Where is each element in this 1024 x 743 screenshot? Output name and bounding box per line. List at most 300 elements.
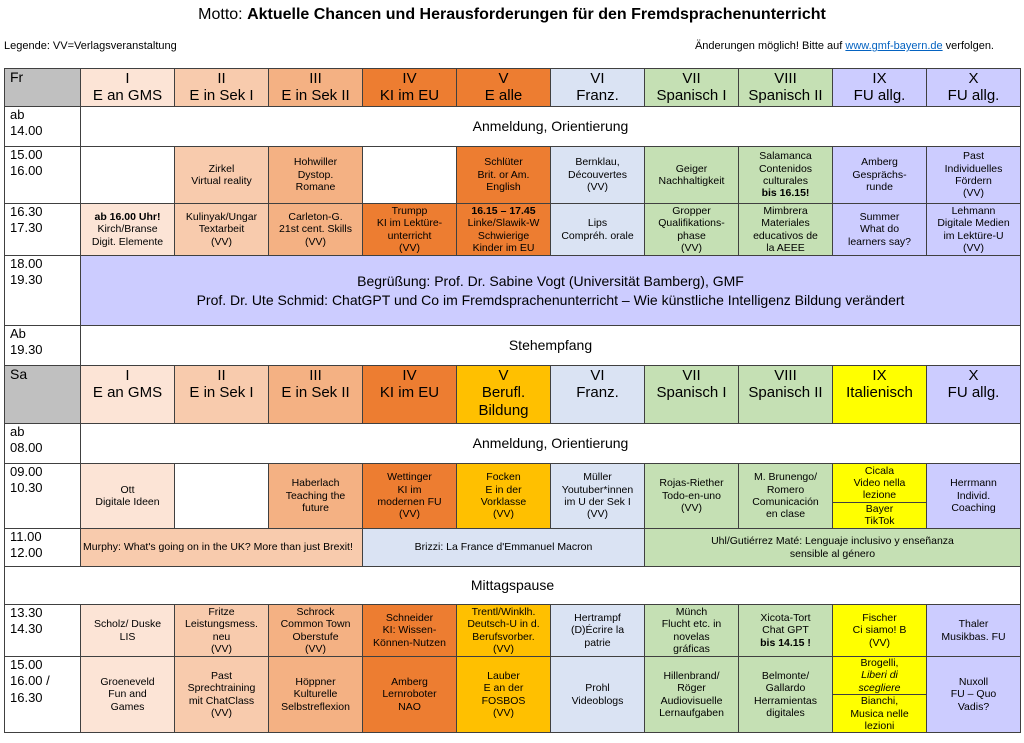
cell-line: TikTok <box>864 515 895 528</box>
session-cell <box>645 147 739 204</box>
cell-line: 13.30 <box>10 605 43 620</box>
cell-line: patrie <box>584 636 611 649</box>
cell-line: Dystop. <box>297 168 334 181</box>
cell-line: Bayer <box>865 502 894 515</box>
cell-line: Amberg <box>861 156 898 169</box>
cell-line: Bildung <box>478 401 529 419</box>
cell-line: LIS <box>119 630 136 643</box>
plenary-row <box>5 326 1021 366</box>
cell-line: (VV) <box>211 707 232 719</box>
cell-line: VIII <box>774 367 797 384</box>
cell-line: 12.00 <box>10 545 43 561</box>
cell-line: Bianchi, <box>860 695 899 708</box>
cell-line: 19.30 <box>10 342 43 358</box>
session-cell <box>739 204 833 256</box>
cell-line: I <box>125 70 130 87</box>
cell-line: Zirkel <box>208 162 235 175</box>
session-cell <box>269 605 363 657</box>
cell-line: ab 16.00 Uhr! <box>94 210 161 223</box>
session-row <box>5 464 1021 529</box>
cell-line: KI im EU <box>379 87 440 105</box>
time-cell <box>5 605 81 657</box>
cell-line: Kulturelle <box>293 688 338 701</box>
session-cell <box>739 464 833 529</box>
cell-line: Cicala <box>864 464 895 477</box>
time-cell <box>5 424 81 464</box>
cell-line: Schrock <box>296 605 335 618</box>
session-cell <box>833 147 927 204</box>
cell-line: Schwierige <box>477 229 530 242</box>
cell-line: (VV) <box>587 508 608 521</box>
cell-line: Fördern <box>955 175 992 187</box>
cell-line: 17.30 <box>10 220 43 236</box>
cell-line: Haberlach <box>291 477 340 490</box>
session-row <box>5 657 1021 733</box>
session-cell <box>833 657 927 733</box>
plenary-row <box>5 256 1021 326</box>
cell-line: Oberstufe <box>292 630 339 643</box>
title-main: Aktuelle Chancen und Herausforderungen für den Fremdsprachenunterricht <box>247 6 826 23</box>
cell-line: Rojas-Riether <box>659 477 724 490</box>
cell-line: future <box>302 502 329 515</box>
cell-line: (VV) <box>493 707 514 719</box>
cell-line: FU allg. <box>947 384 1000 402</box>
cell-line: VII <box>682 70 701 87</box>
cell-line: Individ. <box>956 489 991 502</box>
cell-line: Sprechtraining <box>187 682 256 695</box>
cell-line: Spanisch I <box>656 384 727 402</box>
cell-line: E in der <box>485 483 522 496</box>
cell-line: digitales <box>766 707 805 719</box>
page-title <box>0 6 1024 24</box>
cell-line: Uhl/Gutiérrez Maté: Lenguaje inclusivo y enseñanza <box>711 535 954 548</box>
cell-line: Hohwiller <box>293 156 338 169</box>
session-cell <box>645 464 739 529</box>
cell-line: runde <box>866 181 893 194</box>
track-header <box>927 69 1021 107</box>
cell-line: Schneider <box>385 611 434 624</box>
cell-line: 09.00 <box>10 464 43 479</box>
legend: Legende: VV=Verlagsveranstaltung <box>4 40 177 52</box>
session-cell <box>175 464 269 529</box>
cell-line: unterricht <box>387 229 432 242</box>
cell-line: (VV) <box>681 241 702 254</box>
cell-line: learners say? <box>847 235 912 248</box>
cell-line: (VV) <box>305 235 326 248</box>
cell-line: la AEEE <box>766 241 805 254</box>
website-link[interactable]: www.gmf-bayern.de <box>845 40 943 52</box>
cell-line: Berufsvorber. <box>472 630 535 643</box>
cell-line: Schlüter <box>484 156 523 169</box>
cell-line: Lehmann <box>951 204 996 217</box>
cell-line: Kulinyak/Ungar <box>185 210 258 223</box>
notice-pre: Änderungen möglich! Bitte auf <box>694 40 846 52</box>
session-row <box>5 147 1021 204</box>
cell-line: V <box>498 367 509 384</box>
cell-line: 19.30 <box>10 272 43 288</box>
cell-line: Nuxoll <box>958 676 989 689</box>
cell-line: Coaching <box>951 502 996 515</box>
cell-line: 16.15 – 17.45 <box>471 204 536 217</box>
session-cell <box>645 204 739 256</box>
time-cell <box>5 326 81 366</box>
track-header <box>269 366 363 424</box>
cell-line: modernen FU <box>377 496 442 508</box>
cell-line: VI <box>590 70 605 87</box>
cell-line: Können-Nutzen <box>373 636 446 649</box>
track-header <box>833 69 927 107</box>
cell-line: 16.00 <box>10 163 43 179</box>
cell-line: Italienisch <box>846 384 913 402</box>
day-label: Fr <box>5 69 81 107</box>
plenary-cell: Stehempfang <box>81 326 1021 366</box>
cell-line: Games <box>110 700 145 713</box>
cell-line: Bernklau, <box>575 156 620 169</box>
cell-line: Salamanca <box>759 150 812 163</box>
cell-line: 11.00 <box>10 529 42 544</box>
cell-line: FOSBOS <box>481 694 526 707</box>
cell-line: Xicota-Tort <box>760 611 811 624</box>
session-cell <box>927 464 1021 529</box>
cell-line: Qualifikations- <box>658 217 725 230</box>
cell-line: II <box>217 367 226 384</box>
track-header <box>739 366 833 424</box>
session-cell <box>833 204 927 256</box>
cell-line: Röger <box>677 682 706 695</box>
track-header <box>175 69 269 107</box>
sa-header-row <box>5 366 1021 424</box>
cell-line: English <box>486 181 521 194</box>
session-cell <box>269 204 363 256</box>
cell-line: E in Sek I <box>189 87 254 105</box>
cell-line: (VV) <box>493 508 514 521</box>
session-cell <box>927 657 1021 733</box>
session-cell <box>927 204 1021 256</box>
cell-line: KI im EU <box>379 384 440 402</box>
cell-line: Spanisch I <box>656 87 727 105</box>
cell-line: ab <box>10 424 25 439</box>
session-cell <box>81 464 175 529</box>
session-cell <box>81 147 175 204</box>
session-cell <box>551 204 645 256</box>
cell-line: 16.00 / <box>10 673 50 689</box>
cell-line: Prof. Dr. Ute Schmid: ChatGPT und Co im Fremdsprachenunterricht – Wie künstliche Intelligenz Bildung verändert <box>196 291 905 308</box>
cell-line: (VV) <box>963 187 984 200</box>
track-header <box>81 69 175 107</box>
plenary-cell: Anmeldung, Orientierung <box>81 107 1021 147</box>
cell-line: Gallardo <box>765 682 806 695</box>
cell-line: 14.30 <box>10 621 43 637</box>
cell-line: (VV) <box>587 181 608 194</box>
cell-line: 14.00 <box>10 123 43 139</box>
cell-line: 21st cent. Skills <box>279 223 352 236</box>
cell-line: KI im Lektüre- <box>376 217 443 230</box>
session-top <box>833 657 926 694</box>
cell-line: Groeneveld <box>100 676 155 689</box>
session-cell <box>363 605 457 657</box>
cell-line: Audiovisuelle <box>660 694 723 707</box>
cell-line: culturales <box>763 175 808 187</box>
title-prefix: Motto: <box>198 6 248 23</box>
cell-line: VI <box>590 367 605 384</box>
track-header <box>363 69 457 107</box>
session-cell <box>457 605 551 657</box>
session-cell <box>645 605 739 657</box>
cell-line: Münch <box>675 605 708 618</box>
cell-line: NAO <box>398 700 421 713</box>
session-cell <box>833 605 927 657</box>
plenary-row <box>5 567 1021 605</box>
session-cell <box>457 657 551 733</box>
session-cell <box>457 147 551 204</box>
cell-line: (VV) <box>305 642 326 655</box>
session-cell <box>927 147 1021 204</box>
cell-line: (VV) <box>211 235 232 248</box>
session-cell <box>363 657 457 733</box>
session-cell <box>551 464 645 529</box>
day-label: Sa <box>5 366 81 424</box>
track-header <box>457 69 551 107</box>
cell-line: Franz. <box>576 87 619 105</box>
cell-line: Fun and <box>108 688 147 701</box>
cell-line: E an GMS <box>92 87 163 105</box>
cell-line: Ott <box>120 483 135 496</box>
session-cell <box>645 657 739 733</box>
time-cell <box>5 529 81 567</box>
cell-line: Herramientas <box>753 694 818 707</box>
session-cell <box>551 657 645 733</box>
track-header <box>175 366 269 424</box>
cell-line: II <box>217 70 226 87</box>
cell-line: Scholz/ Duske <box>93 618 162 631</box>
cell-line: Spanisch II <box>748 384 823 402</box>
cell-line: (VV) <box>963 241 984 254</box>
cell-line: mit ChatClass <box>188 694 255 707</box>
cell-line: VII <box>682 367 701 384</box>
track-header <box>457 366 551 424</box>
session-cell <box>81 204 175 256</box>
session-row <box>5 204 1021 256</box>
cell-line: Digitale Ideen <box>95 496 160 508</box>
cell-line: im Lektüre-U <box>943 229 1004 242</box>
cell-line: Textarbeit <box>198 223 245 236</box>
time-cell <box>5 204 81 256</box>
cell-line: Lauber <box>487 669 520 682</box>
plenary-cell: Anmeldung, Orientierung <box>81 424 1021 464</box>
cell-line: III <box>309 70 322 87</box>
cell-line: (VV) <box>399 508 420 521</box>
cell-line: Begrüßung: Prof. Dr. Sabine Vogt (Universität Bamberg), GMF <box>357 273 744 290</box>
cell-line: Thaler <box>958 618 989 631</box>
session-cell <box>551 147 645 204</box>
cell-line: Geiger <box>675 162 708 175</box>
cell-line: E in Sek I <box>189 384 254 402</box>
cell-line: Romero <box>766 483 805 496</box>
cell-line: en clase <box>765 508 806 521</box>
cell-line: neu <box>212 630 231 643</box>
cell-line: Lernroboter <box>382 688 437 701</box>
cell-line: (VV) <box>211 642 232 655</box>
cell-line: Lips <box>587 217 608 230</box>
session-cell <box>739 657 833 733</box>
cell-line: 16.30 <box>10 689 43 705</box>
cell-line: I <box>125 367 130 384</box>
cell-line: Kinder im EU <box>472 241 535 254</box>
track-header <box>551 69 645 107</box>
cell-line: (VV) <box>681 502 702 515</box>
session-cell: Brizzi: La France d'Emmanuel Macron <box>363 529 645 567</box>
session-bottom <box>833 694 926 732</box>
session-cell <box>269 464 363 529</box>
cell-line: Lernaufgaben <box>659 707 724 719</box>
cell-line: Teaching the <box>285 489 346 502</box>
plenary-cell: Mittagspause <box>5 567 1021 605</box>
cell-line: (VV) <box>493 642 514 655</box>
session-cell <box>457 464 551 529</box>
cell-line: (D)Écrire la <box>570 624 625 637</box>
cell-line: IV <box>402 70 417 87</box>
cell-line: Individuelles <box>944 162 1003 175</box>
cell-line: Past <box>210 669 232 682</box>
cell-line: FU allg. <box>947 87 1000 105</box>
cell-line: Fischer <box>862 611 897 624</box>
session-cell <box>457 204 551 256</box>
session-cell <box>363 147 457 204</box>
cell-line: Chat GPT <box>762 624 809 637</box>
session-bottom <box>833 502 926 528</box>
cell-line: Fritze <box>208 605 235 618</box>
cell-line: M. Brunengo/ <box>753 471 818 484</box>
cell-line: Franz. <box>576 384 619 402</box>
session-cell <box>739 605 833 657</box>
cell-line: Digitale Medien <box>937 217 1010 230</box>
fr-header-row <box>5 69 1021 107</box>
cell-line: Nachhaltigkeit <box>658 175 725 187</box>
time-cell <box>5 657 81 733</box>
cell-line: FU – Quo <box>950 688 997 701</box>
cell-line: Summer <box>859 210 900 223</box>
cell-line: 15.00 <box>10 657 43 672</box>
session-cell <box>645 529 1021 567</box>
cell-line: Contenidos <box>758 162 813 175</box>
plenary-row <box>5 107 1021 147</box>
cell-line: KI: Wissen- <box>382 624 437 637</box>
cell-line: (VV) <box>399 241 420 254</box>
cell-line: bis 14.15 ! <box>760 636 811 649</box>
cell-line: Linke/Slawik-W <box>467 217 540 230</box>
cell-line: Trentl/Winklh. <box>471 605 536 618</box>
cell-line: Kirch/Branse <box>97 223 158 236</box>
cell-line: KI im <box>397 483 422 496</box>
session-cell: Murphy: What's going on in the UK? More than just Brexit! <box>81 529 363 567</box>
schedule-table <box>4 68 1021 733</box>
cell-line: novelas <box>673 630 710 643</box>
session-cell <box>81 657 175 733</box>
cell-line: Müller <box>583 471 612 484</box>
cell-line: im U der Sek I <box>564 496 631 508</box>
track-header <box>363 366 457 424</box>
time-cell <box>5 256 81 326</box>
cell-line: Materiales <box>761 217 810 230</box>
cell-line: Romane <box>295 181 336 194</box>
cell-line: X <box>968 367 979 384</box>
cell-line: lezione <box>862 489 897 502</box>
cell-line: Belmonte/ <box>761 669 810 682</box>
cell-line: Découvertes <box>568 168 627 181</box>
session-row <box>5 529 1021 567</box>
cell-line: Comunicación <box>752 496 819 508</box>
session-cell <box>739 147 833 204</box>
cell-line: Carleton-G. <box>288 210 343 223</box>
session-cell <box>833 464 927 529</box>
cell-line: Hertrampf <box>574 611 621 624</box>
time-cell <box>5 464 81 529</box>
session-cell <box>269 657 363 733</box>
cell-line: 15.00 <box>10 147 43 162</box>
cell-line: Past <box>962 150 984 163</box>
session-cell <box>175 204 269 256</box>
cell-line: gráficas <box>673 642 710 655</box>
cell-line: Common Town <box>280 618 351 631</box>
cell-line: E an der <box>483 682 524 695</box>
cell-line: sensible al género <box>789 547 876 560</box>
cell-line: E in Sek II <box>281 384 350 402</box>
cell-line: VIII <box>774 70 797 87</box>
cell-line: Berufl. <box>481 384 526 402</box>
cell-line: E alle <box>484 87 523 105</box>
notice-post: verfolgen. <box>942 40 994 52</box>
session-top <box>833 465 926 502</box>
session-cell <box>175 147 269 204</box>
cell-line: Gropper <box>672 204 711 217</box>
cell-line: Brit. or Am. <box>477 168 530 181</box>
cell-line: Vorklasse <box>480 496 527 508</box>
cell-line: (VV) <box>869 636 890 649</box>
keynote-cell <box>81 256 1021 326</box>
cell-line: Trumpp <box>391 204 428 217</box>
track-header <box>833 366 927 424</box>
cell-line: III <box>309 367 322 384</box>
cell-line: Ab <box>10 326 26 341</box>
cell-line: V <box>498 70 509 87</box>
cell-line: Focken <box>486 471 521 484</box>
cell-line: scegliere <box>858 681 901 694</box>
cell-line: FU allg. <box>853 87 906 105</box>
session-cell <box>927 605 1021 657</box>
cell-line: Gesprächs- <box>852 168 907 181</box>
cell-line: Compréh. orale <box>561 229 634 242</box>
cell-line: E an GMS <box>92 384 163 402</box>
cell-line: Virtual reality <box>191 175 252 187</box>
cell-line: 10.30 <box>10 480 43 496</box>
track-header <box>927 366 1021 424</box>
notice <box>695 40 994 52</box>
session-cell <box>81 605 175 657</box>
track-header <box>739 69 833 107</box>
cell-line: Youtuber*innen <box>561 483 634 496</box>
cell-line: Flucht etc. in <box>661 618 722 631</box>
cell-line: Video nella <box>853 476 906 489</box>
cell-line: ab <box>10 107 25 122</box>
session-cell <box>363 204 457 256</box>
plenary-row <box>5 424 1021 464</box>
cell-line: Digit. Elemente <box>91 235 164 248</box>
cell-line: X <box>968 70 979 87</box>
cell-line: Todo-en-uno <box>662 489 721 502</box>
cell-line: E in Sek II <box>281 87 350 105</box>
cell-line: Amberg <box>391 676 428 689</box>
cell-line: Ci siamo! B <box>852 624 907 637</box>
